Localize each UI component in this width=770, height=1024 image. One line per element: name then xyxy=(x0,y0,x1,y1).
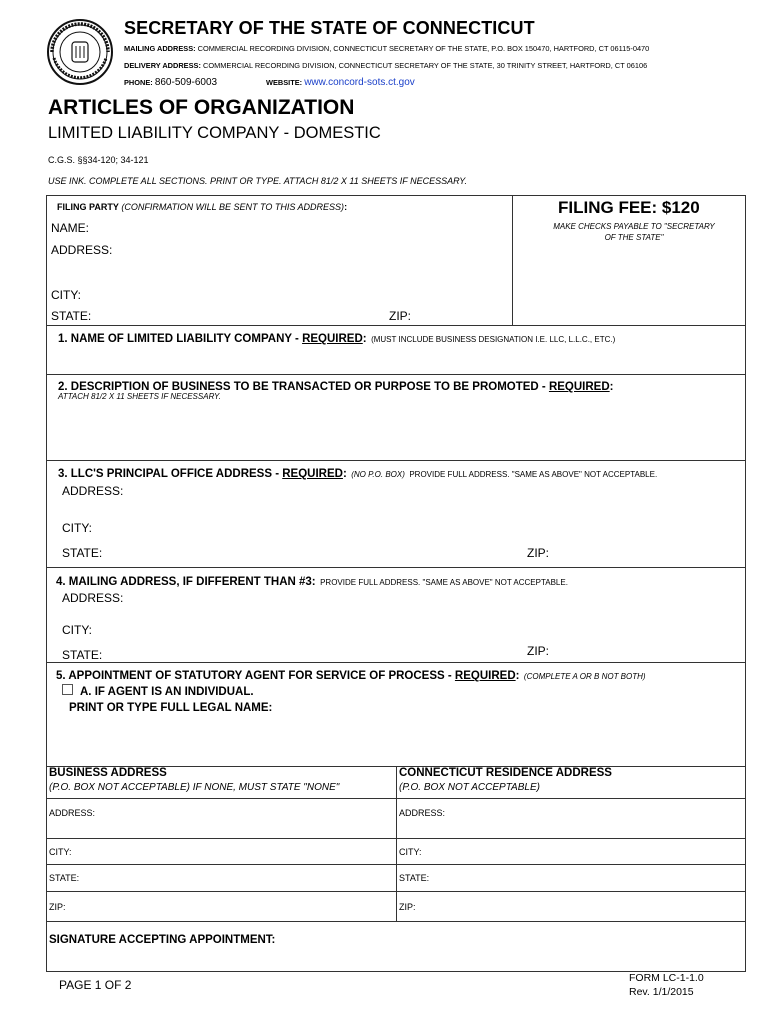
agency-title: SECRETARY OF THE STATE OF CONNECTICUT xyxy=(124,18,535,38)
business-address-note: (P.O. BOX NOT ACCEPTABLE) IF NONE, MUST STATE "NONE" xyxy=(49,782,340,793)
mailing-address-label: MAILING ADDRESS: xyxy=(124,44,196,53)
filing-party-city-label: CITY: xyxy=(51,288,82,302)
address-column-divider xyxy=(396,766,397,921)
section5-heading: 5. APPOINTMENT OF STATUTORY AGENT FOR SERVICE OF PROCESS - REQUIRED: (COMPLETE A OR B NOT BOTH) xyxy=(56,670,646,682)
section2-note: ATTACH 81/2 X 11 SHEETS IF NECESSARY. xyxy=(58,392,221,401)
section3-heading: 3. LLC'S PRINCIPAL OFFICE ADDRESS - REQUIRED: (NO P.O. BOX) PROVIDE FULL ADDRESS. "SAME AS ABOVE" NOT ACCEPTABLE. xyxy=(58,468,658,480)
mailing-address-value: COMMERCIAL RECORDING DIVISION, CONNECTICUT SECRETARY OF THE STATE, P.O. BOX 150470, HARTFORD, CT 06115-0470 xyxy=(197,44,650,53)
residence-city-label: CITY: xyxy=(399,847,422,857)
fee-payable-note-1: MAKE CHECKS PAYABLE TO "SECRETARY xyxy=(553,222,715,231)
principal-state-label: STATE: xyxy=(62,546,103,560)
website-link[interactable]: www.concord-sots.ct.gov xyxy=(304,77,415,88)
business-state-label: STATE: xyxy=(49,873,80,883)
phone-line xyxy=(124,77,217,88)
mailing-zip-label: ZIP: xyxy=(527,644,550,658)
option-a-sub-label: PRINT OR TYPE FULL LEGAL NAME: xyxy=(69,702,273,714)
section2-heading: 2. DESCRIPTION OF BUSINESS TO BE TRANSACTED OR PURPOSE TO BE PROMOTED - REQUIRED: xyxy=(58,381,614,393)
section4-heading: 4. MAILING ADDRESS, IF DIFFERENT THAN #3: PROVIDE FULL ADDRESS. "SAME AS ABOVE" NOT ACCEPTABLE. xyxy=(56,576,568,588)
filing-party-zip-label: ZIP: xyxy=(389,309,412,323)
signature-label: SIGNATURE ACCEPTING APPOINTMENT: xyxy=(49,934,276,946)
form-revision: Rev. 1/1/2015 xyxy=(629,986,694,998)
principal-city-label: CITY: xyxy=(62,521,93,535)
principal-zip-label: ZIP: xyxy=(527,546,550,560)
filing-fee: FILING FEE: $120 xyxy=(558,198,700,217)
website-label: WEBSITE: xyxy=(266,78,303,87)
row-divider xyxy=(46,864,746,865)
residence-address-label: ADDRESS: xyxy=(399,808,446,818)
statute-reference: C.G.S. §§34-120; 34-121 xyxy=(48,155,149,165)
residence-address-heading: CONNECTICUT RESIDENCE ADDRESS xyxy=(399,767,612,779)
section-divider xyxy=(46,567,746,568)
section-divider xyxy=(46,325,746,326)
residence-zip-label: ZIP: xyxy=(399,902,416,912)
filing-party-heading: FILING PARTY (CONFIRMATION WILL BE SENT TO THIS ADDRESS): xyxy=(57,202,348,212)
delivery-address-label: DELIVERY ADDRESS: xyxy=(124,61,201,70)
filing-party-state-label: STATE: xyxy=(51,309,92,323)
delivery-address-value: COMMERCIAL RECORDING DIVISION, CONNECTICUT SECRETARY OF THE STATE, 30 TRINITY STREET, HARTFORD, CT 06106 xyxy=(203,61,648,70)
section-divider xyxy=(46,662,746,663)
phone-value: 860-509-6003 xyxy=(154,77,218,88)
business-city-label: CITY: xyxy=(49,847,72,857)
section-divider xyxy=(46,374,746,375)
filing-party-address-label: ADDRESS: xyxy=(51,243,113,257)
page-number: PAGE 1 OF 2 xyxy=(59,978,132,992)
mailing-city-label: CITY: xyxy=(62,623,93,637)
state-seal-logo xyxy=(46,18,114,86)
section-divider xyxy=(46,460,746,461)
fee-payable-note-2: OF THE STATE" xyxy=(604,233,664,242)
mailing-address-line xyxy=(124,44,649,53)
form-title: ARTICLES OF ORGANIZATION xyxy=(48,96,355,119)
option-a-checkbox[interactable] xyxy=(62,684,73,695)
website-line xyxy=(266,77,415,88)
business-address-label: ADDRESS: xyxy=(49,808,96,818)
filing-party-name-label: NAME: xyxy=(51,221,90,235)
residence-address-note: (P.O. BOX NOT ACCEPTABLE) xyxy=(399,782,540,793)
row-divider xyxy=(46,798,746,799)
form-instructions: USE INK. COMPLETE ALL SECTIONS. PRINT OR TYPE. ATTACH 81/2 X 11 SHEETS IF NECESSARY. xyxy=(48,176,467,186)
option-a-label: A. IF AGENT IS AN INDIVIDUAL. xyxy=(80,686,254,698)
fee-divider xyxy=(512,195,513,325)
phone-label: PHONE: xyxy=(124,78,153,87)
delivery-address-line xyxy=(124,61,647,70)
row-divider xyxy=(46,921,746,922)
section1-heading: 1. NAME OF LIMITED LIABILITY COMPANY - REQUIRED: (MUST INCLUDE BUSINESS DESIGNATION I.E. LLC, L.L.C., ETC.) xyxy=(58,333,616,345)
business-zip-label: ZIP: xyxy=(49,902,66,912)
residence-state-label: STATE: xyxy=(399,873,430,883)
mailing-state-label: STATE: xyxy=(62,648,103,662)
row-divider xyxy=(46,891,746,892)
row-divider xyxy=(46,838,746,839)
mailing-address-label-field: ADDRESS: xyxy=(62,591,124,605)
principal-address-label: ADDRESS: xyxy=(62,484,124,498)
business-address-heading: BUSINESS ADDRESS xyxy=(49,767,167,779)
form-id: FORM LC-1-1.0 xyxy=(629,972,704,984)
form-subtitle: LIMITED LIABILITY COMPANY - DOMESTIC xyxy=(48,124,381,142)
